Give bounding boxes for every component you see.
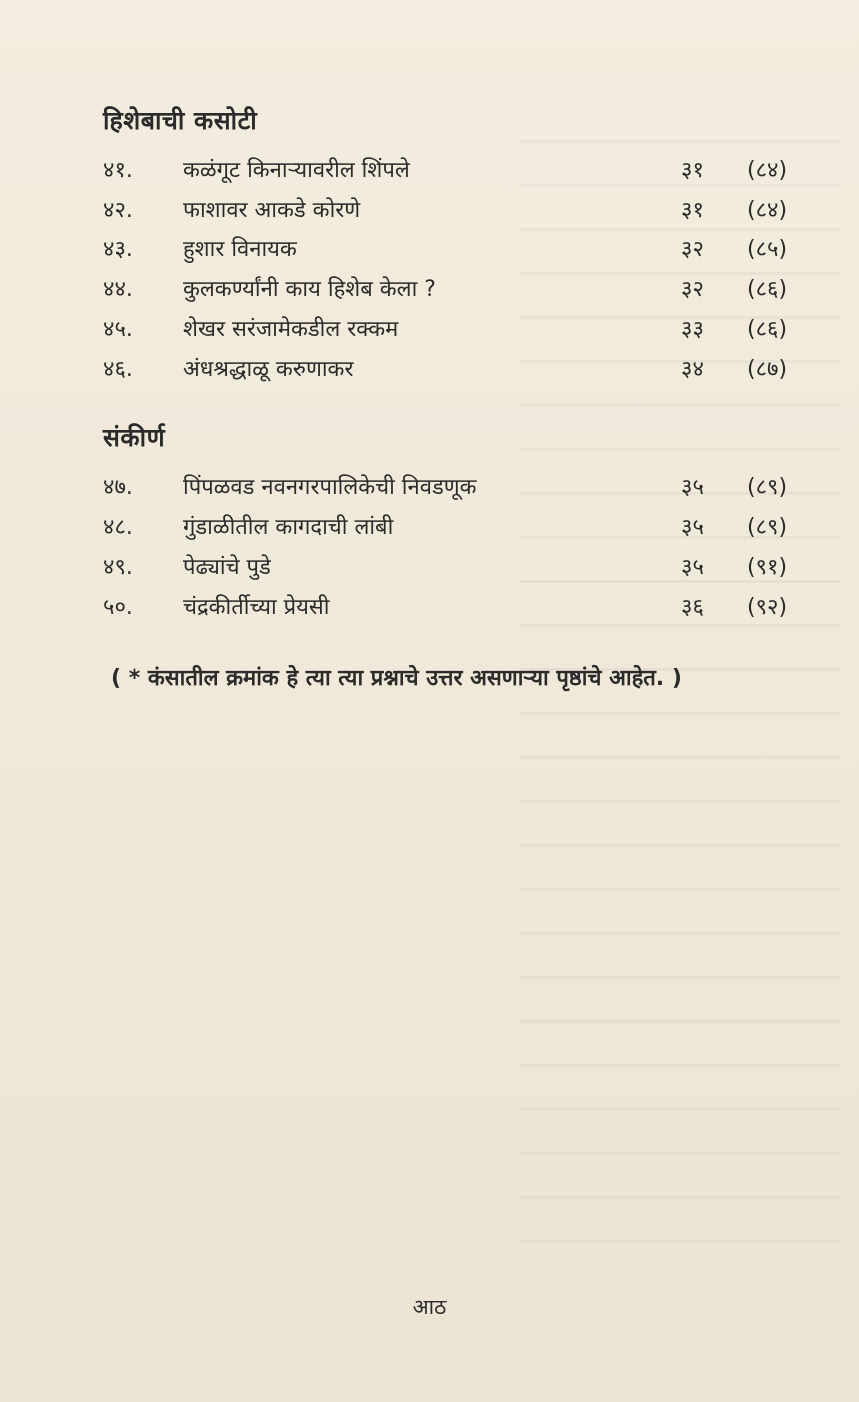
question-page: ३२ (681, 237, 704, 262)
question-page: ३२ (681, 277, 704, 302)
answer-page: (९२) (747, 595, 788, 620)
question-page: ३५ (681, 555, 704, 580)
question-title: पेढ्यांचे पुडे (183, 555, 271, 580)
list-item (103, 550, 818, 586)
answer-page: (८९) (747, 515, 788, 540)
question-number: ४२. (103, 198, 133, 223)
question-title: चंद्रकीर्तीच्या प्रेयसी (183, 595, 330, 620)
answer-page: (८६) (747, 277, 788, 302)
question-page: ३४ (681, 357, 704, 382)
page-number: आठ (412, 1295, 447, 1319)
section-heading-sankirna: संकीर्ण (103, 423, 166, 452)
list-item (103, 193, 818, 229)
answer-page: (८४) (747, 158, 788, 183)
question-page: ३१ (681, 198, 704, 223)
list-item (103, 272, 818, 308)
answer-page: (८९) (747, 475, 788, 500)
question-page: ३३ (681, 317, 704, 342)
answer-page: (८४) (747, 198, 788, 223)
question-number: ४४. (103, 277, 133, 302)
answer-page: (९१) (747, 555, 788, 580)
answer-page: (८५) (747, 237, 788, 262)
question-number: ४९. (103, 555, 133, 580)
question-number: ४५. (103, 317, 133, 342)
answer-page: (८६) (747, 317, 788, 342)
list-item (103, 153, 818, 189)
list-item (103, 352, 818, 388)
list-item (103, 590, 818, 626)
question-title: शेखर सरंजामेकडील रक्कम (183, 317, 399, 342)
section-heading-hisheb: हिशेबाची कसोटी (103, 106, 258, 135)
question-number: ४३. (103, 237, 133, 262)
list-item (103, 232, 818, 268)
question-title: पिंपळवड नवनगरपालिकेची निवडणूक (183, 475, 477, 500)
question-number: ४१. (103, 158, 133, 183)
question-title: हुशार विनायक (183, 237, 297, 262)
question-page: ३१ (681, 158, 704, 183)
question-number: ४६. (103, 357, 133, 382)
question-title: गुंडाळीतील कागदाची लांबी (183, 515, 394, 540)
question-number: ५०. (103, 595, 133, 620)
footnote: ( * कंसातील क्रमांक हे त्या त्या प्रश्नाचे उत्तर असणाऱ्या पृष्ठांचे आहेत. ) (111, 666, 682, 691)
question-title: कुलकर्ण्यांनी काय हिशेब केला ? (183, 277, 436, 302)
question-title: अंधश्रद्धाळू करुणाकर (183, 357, 354, 382)
list-item (103, 510, 818, 546)
list-item (103, 470, 818, 506)
question-title: फाशावर आकडे कोरणे (183, 198, 361, 223)
question-number: ४८. (103, 515, 133, 540)
question-page: ३५ (681, 475, 704, 500)
question-page: ३५ (681, 515, 704, 540)
list-item (103, 312, 818, 348)
question-title: कळंगूट किनाऱ्यावरील शिंपले (183, 158, 410, 183)
answer-page: (८७) (747, 357, 788, 382)
question-number: ४७. (103, 475, 133, 500)
question-page: ३६ (681, 595, 704, 620)
